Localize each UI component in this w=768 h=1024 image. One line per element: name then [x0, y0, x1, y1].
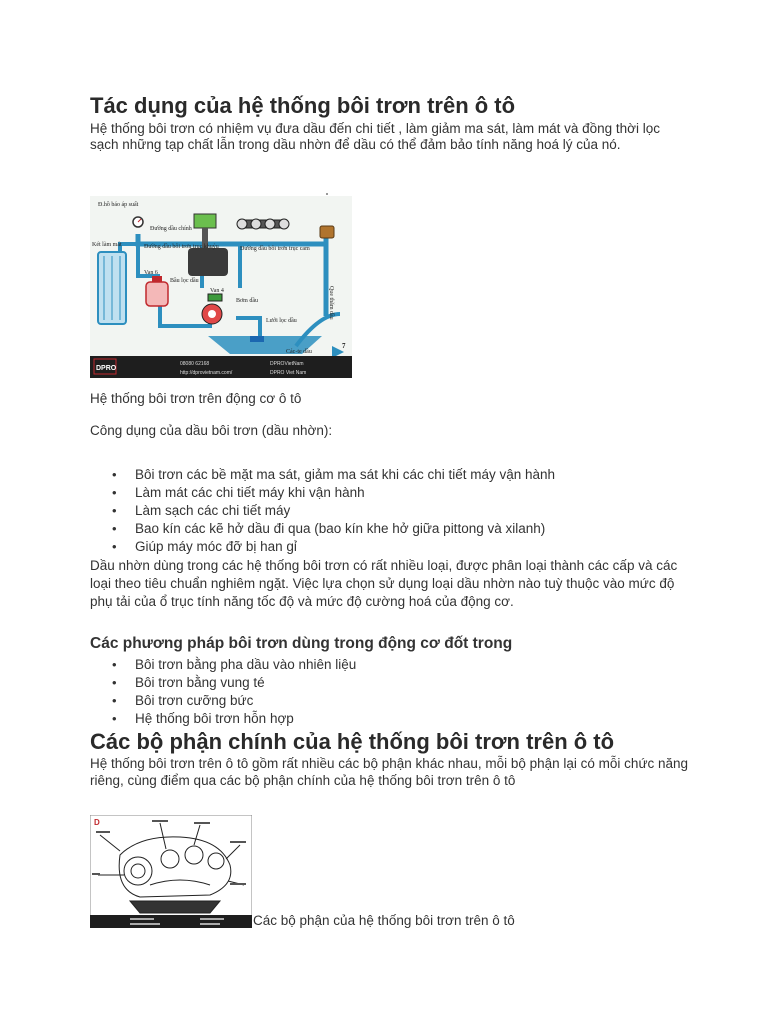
methods-title: Các phương pháp bôi trơn dùng trong động cơ đốt trong: [90, 635, 513, 652]
label-crank-line: Đường dầu bôi trơn trục khuỷu: [144, 244, 219, 250]
figure1-social2: DPRO Viet Nam: [270, 370, 307, 376]
list-item: • Bôi trơn bằng vung té: [90, 674, 356, 692]
figure1-logo: DPRO: [96, 365, 117, 372]
label-pressure-gauge: Đ.hồ báo áp suất: [98, 202, 139, 208]
uses-intro: Công dụng của dầu bôi trơn (dầu nhờn):: [90, 423, 333, 438]
figure1-phone: 08080 62168: [180, 361, 210, 367]
section-title-components: Các bộ phận chính của hệ thống bôi trơn trên ô tô: [90, 729, 615, 754]
list-item: • Bao kín các kẽ hở dầu đi qua (bao kín khe hở giữa pittong và xilanh): [90, 520, 555, 538]
label-radiator: Két làm mát: [92, 242, 122, 248]
components-paragraph: Hệ thống bôi trơn trên ô tô gồm rất nhiều các bộ phận khác nhau, mỗi bộ phận lại có mỗi chức năng riêng, cùng điểm qua các bộ phận chính của hệ thống bôi trơn trên ô tô: [90, 756, 689, 788]
list-item: • Hệ thống bôi trơn hỗn hợp: [90, 710, 356, 728]
functions-paragraph: Hệ thống bôi trơn có nhiệm vụ đưa dầu đến chi tiết , làm giảm ma sát, làm mát và đồng thời lọc sạch những tạp chất lẫn trong dầu nhờn để dầu có thể đảm bảo tính năng hoá lý của nó.: [90, 121, 661, 152]
list-item: • Làm mát các chi tiết máy khi vận hành: [90, 484, 555, 502]
label-pump: Bơm dầu: [236, 298, 259, 304]
label-dipstick: Que thăm dầu: [328, 286, 334, 320]
list-item: • Bôi trơn các bề mặt ma sát, giảm ma sát khi các chi tiết máy vận hành: [90, 466, 555, 484]
figure1-caption: Hệ thống bôi trơn trên động cơ ô tô: [90, 391, 302, 406]
figure1-social1: DPROVietNam: [270, 361, 304, 367]
uses-list: [90, 466, 555, 556]
components-diagram: [90, 815, 252, 928]
methods-list: [90, 656, 356, 728]
label-valve4: Van 4: [210, 288, 224, 294]
section-title-functions: Tác dụng của hệ thống bôi trơn trên ô tô: [90, 93, 516, 118]
label-main-line: Đường dầu chính: [150, 226, 192, 232]
list-item: • Bôi trơn cưỡng bức: [90, 692, 356, 710]
label-screen: Lưới lọc dầu: [266, 318, 297, 324]
figure2-caption: Các bộ phận của hệ thống bôi trơn trên ô tô: [253, 913, 515, 928]
list-item: • Bôi trơn bằng pha dầu vào nhiên liệu: [90, 656, 356, 674]
label-cam-line: Đường dầu bôi trơn trục cam: [240, 246, 310, 252]
lubrication-system-diagram: [90, 196, 352, 378]
figure2-logo: D: [94, 818, 100, 827]
list-item: • Làm sạch các chi tiết máy: [90, 502, 555, 520]
oil-types-paragraph: Dầu nhờn dùng trong các hệ thống bôi trơn có rất nhiều loại, được phân loại thành các cấp và các loại theo tiêu chuẩn nghiêm ngặt. Việc lựa chọn sử dụng loại dầu nhờn nào tuỳ thuộc vào mức độ phụ tải của ổ trục tính năng tốc độ và mức độ cường hoá của động cơ.: [90, 558, 678, 609]
label-sump: Các-te dầu: [286, 349, 312, 355]
label-filter: Bầu lọc dầu: [170, 278, 199, 284]
label-number: 7: [342, 342, 346, 350]
label-valve6: Van 6: [144, 270, 158, 276]
list-item: • Giúp máy móc đỡ bị han gỉ: [90, 538, 555, 556]
figure1-site: http://dprovietnam.com/: [180, 370, 233, 376]
stray-mark: [326, 193, 328, 195]
